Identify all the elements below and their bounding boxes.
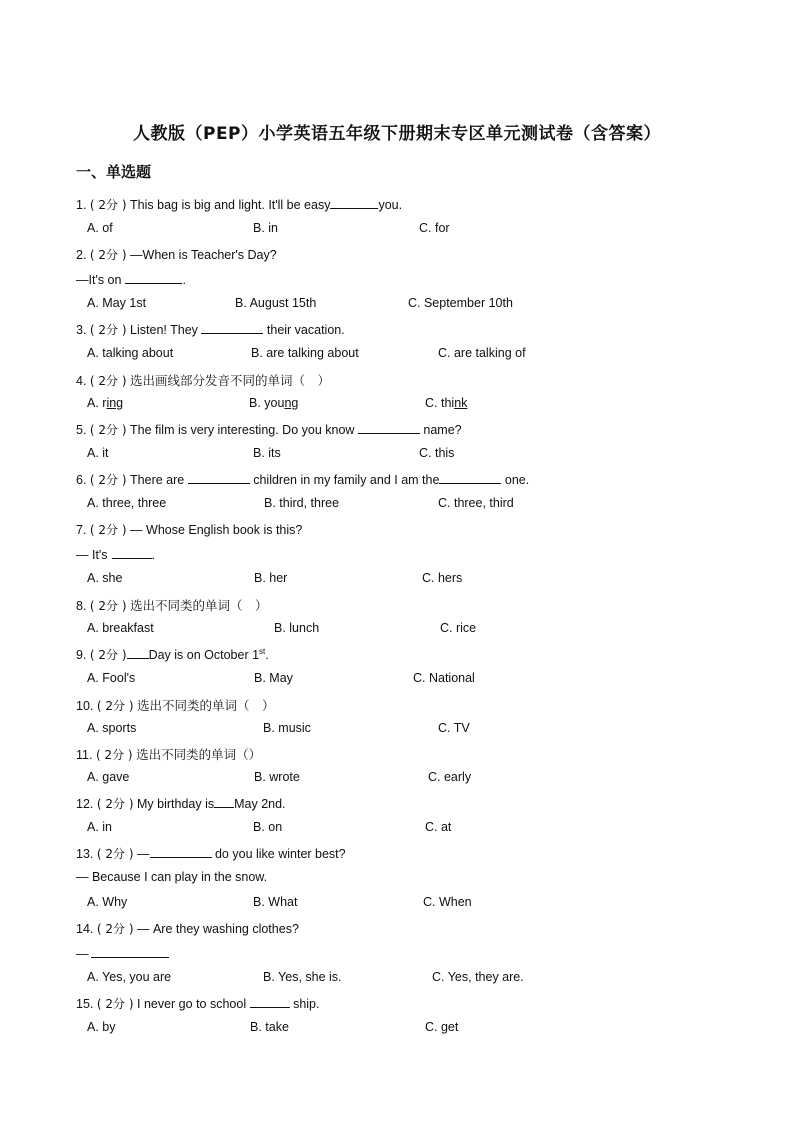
option-c[interactable]: C. rice [440, 621, 477, 635]
underlined-part: nk [454, 396, 468, 410]
option-a[interactable]: A. talking about [87, 346, 174, 360]
option-c[interactable]: C. hers [422, 571, 463, 585]
question-text-end: their vacation. [266, 323, 345, 337]
question-points: ( 2分 ) [96, 797, 134, 811]
question-text: Listen! They [130, 323, 198, 337]
question-text-end: you. [378, 198, 403, 212]
option-a[interactable]: A. Yes, you are [87, 970, 172, 984]
option-c[interactable]: C. for [419, 221, 450, 235]
question-number: 6. [76, 473, 87, 487]
question-number: 2. [76, 248, 87, 262]
answer-blank[interactable] [150, 845, 212, 858]
answer-blank[interactable] [250, 995, 290, 1008]
question-text: 选出不同类的单词（ ） [137, 698, 275, 713]
question-points: ( 2分 ) [89, 599, 127, 613]
question-number: 3. [76, 323, 87, 337]
question-points: ( 2分 ) [89, 323, 127, 337]
answer-blank[interactable] [91, 945, 169, 958]
question-text-mid: children in my family and I am the [253, 473, 440, 487]
answer-blank[interactable] [358, 421, 420, 434]
question-5 [76, 421, 462, 438]
option-c[interactable]: C. get [425, 1020, 459, 1034]
dash: — [76, 947, 89, 961]
question-points: ( 2分 ) [89, 248, 127, 262]
option-b[interactable]: B. lunch [274, 621, 320, 635]
option-b[interactable]: B. its [253, 446, 281, 460]
question-6 [76, 471, 529, 488]
question-13 [76, 845, 346, 862]
question-text: —It's on [76, 273, 122, 287]
option-b[interactable]: B. are talking about [251, 346, 359, 360]
question-1 [76, 196, 402, 213]
answer-blank[interactable] [112, 546, 152, 559]
question-15 [76, 995, 319, 1012]
question-number: 9. [76, 648, 87, 662]
option-b[interactable]: B. What [253, 895, 298, 909]
question-number: 13. [76, 847, 94, 861]
question-text: This bag is big and light. It'll be easy [130, 198, 331, 212]
question-number: 4. [76, 374, 87, 388]
question-text: — It's [76, 548, 108, 562]
option-a[interactable]: A. Why [87, 895, 128, 909]
underlined-part: ng [284, 396, 299, 410]
question-text: The film is very interesting. Do you know [130, 423, 355, 437]
question-points: ( 2分 ) [89, 648, 127, 662]
option-a[interactable]: A. gave [87, 770, 130, 784]
option-c[interactable]: C. September 10th [408, 296, 513, 310]
question-7-line-2 [76, 546, 155, 562]
question-number: 12. [76, 797, 94, 811]
option-a[interactable] [87, 396, 123, 410]
question-9 [76, 646, 269, 663]
option-b[interactable]: B. May [254, 671, 293, 685]
option-label: A. r [87, 396, 107, 410]
question-3 [76, 321, 345, 338]
question-text: — Whose English book is this? [130, 523, 303, 537]
option-b[interactable]: B. music [263, 721, 311, 735]
option-a[interactable]: A. breakfast [87, 621, 154, 635]
option-a[interactable]: A. of [87, 221, 113, 235]
question-text: — [137, 847, 150, 861]
question-text-end: ship. [293, 997, 320, 1011]
question-points: ( 2分 ) [89, 473, 127, 487]
option-c[interactable]: C. this [419, 446, 455, 460]
question-text: There are [130, 473, 185, 487]
answer-blank[interactable] [188, 471, 250, 484]
question-8 [76, 596, 268, 614]
question-text: 选出不同类的单词（） [136, 747, 262, 762]
option-b[interactable]: B. third, three [264, 496, 340, 510]
question-number: 15. [76, 997, 94, 1011]
question-11 [76, 745, 261, 763]
question-14 [76, 920, 299, 937]
question-number: 14. [76, 922, 94, 936]
question-text: — Are they washing clothes? [137, 922, 299, 936]
option-b[interactable]: B. her [254, 571, 288, 585]
question-text: I never go to school [137, 997, 247, 1011]
section-heading: 一、单选题 [76, 163, 152, 181]
option-c[interactable] [425, 396, 467, 410]
page-title: 人教版（PEP）小学英语五年级下册期末专区单元测试卷（含答案） [132, 124, 662, 144]
option-a[interactable]: A. three, three [87, 496, 167, 510]
question-14-line-2 [76, 945, 169, 961]
question-number: 7. [76, 523, 87, 537]
answer-blank[interactable] [201, 321, 263, 334]
question-text-end: May 2nd. [234, 797, 286, 811]
question-2-line-2 [76, 271, 186, 287]
question-text-end: . [151, 548, 156, 562]
question-points: ( 2分 ) [96, 699, 134, 713]
question-12 [76, 795, 286, 812]
question-points: ( 2分 ) [96, 922, 134, 936]
option-a[interactable]: A. it [87, 446, 109, 460]
option-b[interactable]: B. Yes, she is. [263, 970, 342, 984]
option-c[interactable]: C. National [413, 671, 475, 685]
question-number: 11. [76, 748, 93, 762]
question-number: 10. [76, 699, 94, 713]
option-a[interactable]: A. in [87, 820, 113, 834]
option-label: B. you [249, 396, 285, 410]
option-c[interactable]: C. three, third [438, 496, 514, 510]
option-b[interactable]: B. on [253, 820, 283, 834]
option-a[interactable]: A. May 1st [87, 296, 147, 310]
option-a[interactable]: A. by [87, 1020, 116, 1034]
option-c[interactable]: C. early [428, 770, 472, 784]
question-number: 8. [76, 599, 87, 613]
question-text: Day is on October 1 [148, 648, 260, 662]
question-points: ( 2分 ) [95, 748, 133, 762]
option-a[interactable]: A. Fool's [87, 671, 136, 685]
option-a[interactable]: A. sports [87, 721, 137, 735]
ordinal-suffix: st [259, 646, 266, 656]
answer-blank[interactable] [330, 196, 378, 209]
question-text-end: . [265, 648, 269, 662]
question-points: ( 2分 ) [89, 374, 127, 388]
question-points: ( 2分 ) [89, 423, 127, 437]
option-b[interactable]: B. in [253, 221, 279, 235]
question-text: 选出不同类的单词（ ） [130, 598, 268, 613]
question-2 [76, 246, 277, 263]
answer-blank[interactable] [127, 646, 149, 659]
question-4 [76, 371, 330, 389]
option-a[interactable]: A. she [87, 571, 123, 585]
question-points: ( 2分 ) [96, 997, 134, 1011]
question-text-end: one. [504, 473, 530, 487]
underlined-part: ing [106, 396, 124, 410]
question-text-end: do you like winter best? [214, 847, 346, 861]
option-b[interactable]: B. take [250, 1020, 289, 1034]
question-text: —When is Teacher's Day? [130, 248, 277, 262]
question-text: 选出画线部分发音不同的单词（ ） [130, 373, 331, 388]
answer-blank[interactable] [125, 271, 182, 284]
option-c[interactable]: C. TV [438, 721, 470, 735]
option-b[interactable] [249, 396, 298, 410]
option-b[interactable]: B. wrote [254, 770, 300, 784]
question-text-end: name? [423, 423, 462, 437]
question-points: ( 2分 ) [96, 847, 134, 861]
question-10 [76, 696, 275, 714]
answer-blank[interactable] [214, 795, 234, 808]
option-c[interactable]: C. When [423, 895, 472, 909]
option-c[interactable]: C. are talking of [438, 346, 526, 360]
question-number: 1. [76, 198, 87, 212]
question-13-line-2: — Because I can play in the snow. [76, 870, 268, 884]
question-number: 5. [76, 423, 87, 437]
question-text: My birthday is [137, 797, 215, 811]
answer-blank-2[interactable] [439, 471, 501, 484]
option-label: C. thi [425, 396, 455, 410]
option-c[interactable]: C. Yes, they are. [432, 970, 524, 984]
option-b[interactable]: B. August 15th [235, 296, 317, 310]
question-text-end: . [182, 273, 186, 287]
option-c[interactable]: C. at [425, 820, 452, 834]
question-points: ( 2分 ) [89, 198, 127, 212]
question-7 [76, 521, 302, 538]
question-points: ( 2分 ) [89, 523, 127, 537]
